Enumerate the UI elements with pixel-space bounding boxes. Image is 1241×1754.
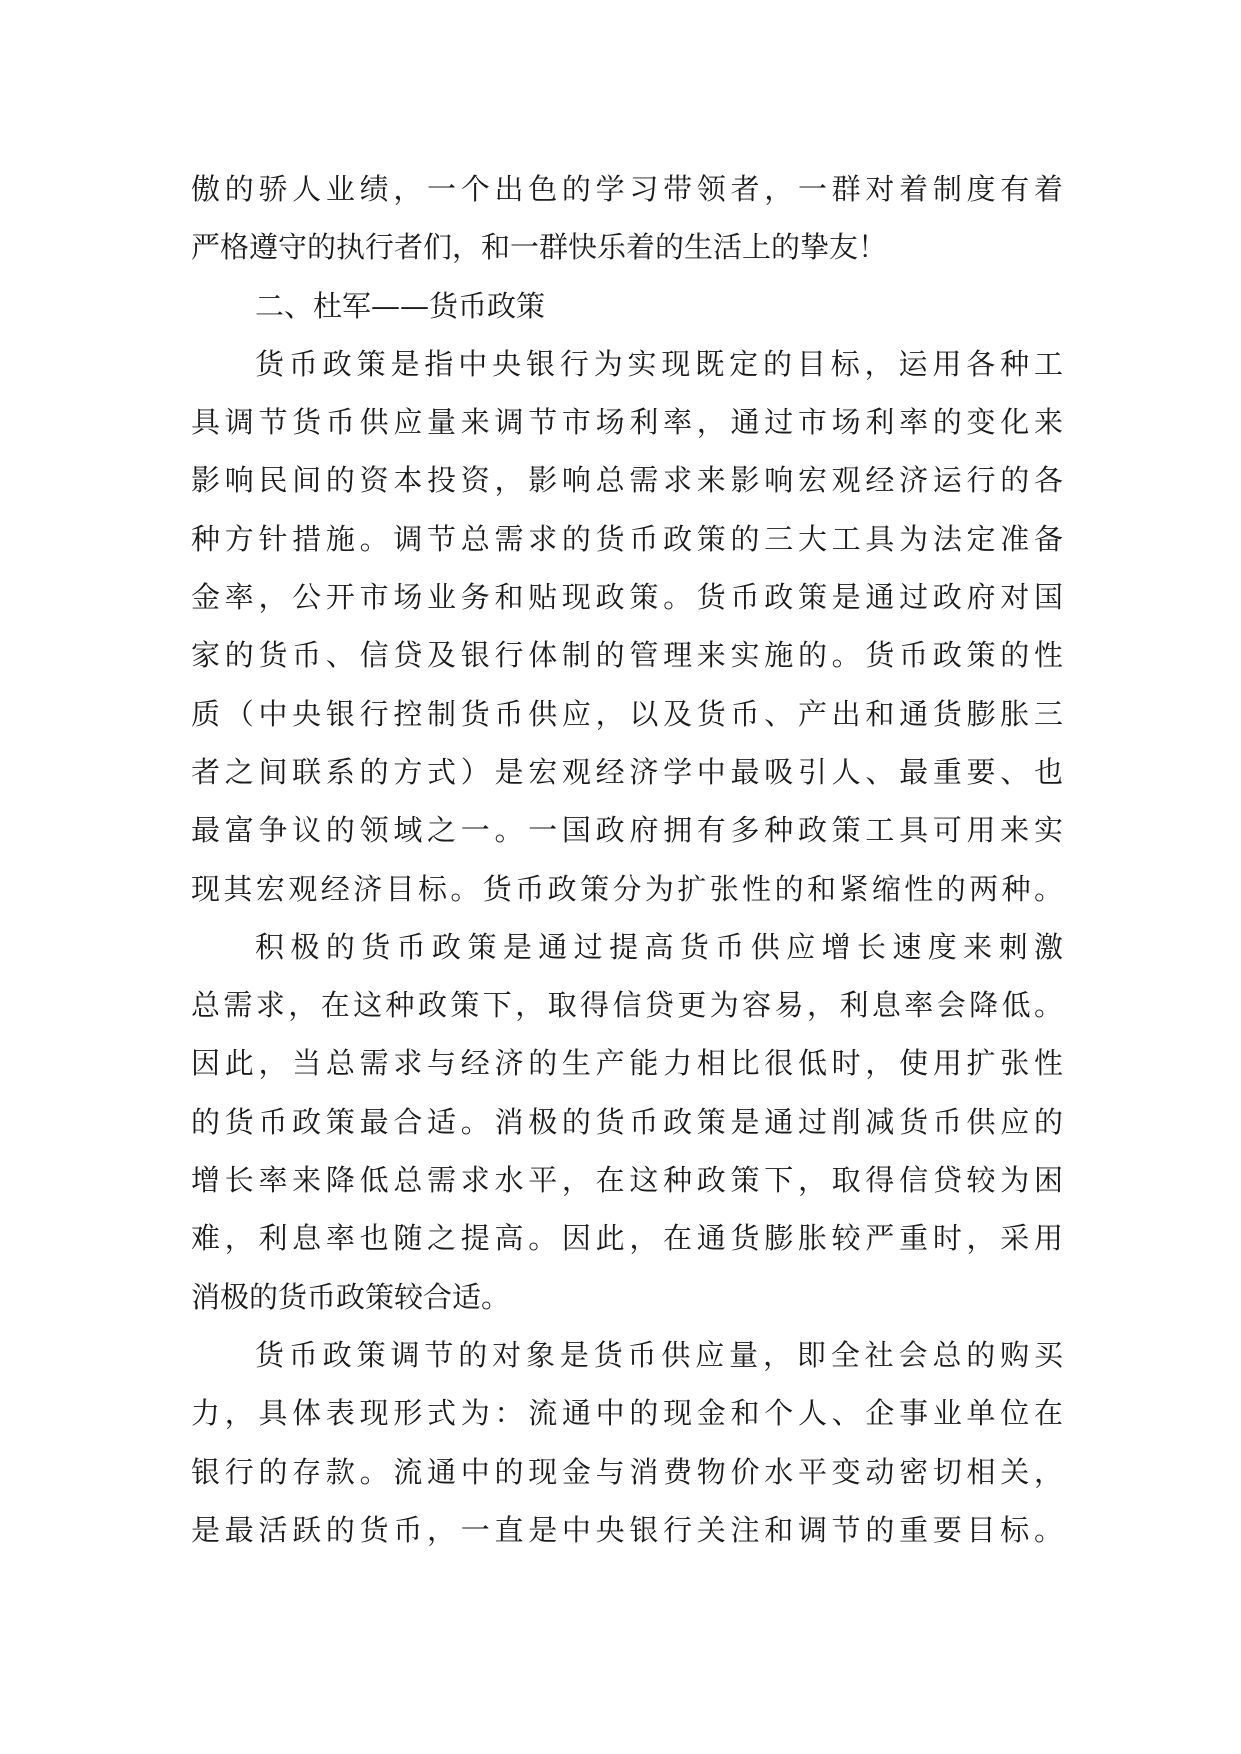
text-line: 货币政策调节的对象是货币供应量，即全社会总的购买 xyxy=(255,1337,1063,1372)
text-line: 现其宏观经济目标。货币政策分为扩张性的和紧缩性的两种。 xyxy=(191,871,1063,906)
text-line: 二、杜军——货币政策 xyxy=(255,288,546,323)
text-line: 货币政策是指中央银行为实现既定的目标，运用各种工 xyxy=(255,346,1063,381)
text-line: 种方针措施。调节总需求的货币政策的三大工具为法定准备 xyxy=(191,521,1063,556)
text-line: 影响民间的资本投资，影响总需求来影响宏观经济运行的各 xyxy=(191,463,1063,498)
text-line: 具调节货币供应量来调节市场利率，通过市场利率的变化来 xyxy=(191,405,1063,440)
document-body xyxy=(191,160,1063,1559)
text-line: 银行的存款。流通中的现金与消费物价水平变动密切相关， xyxy=(191,1454,1063,1489)
text-line: 的货币政策最合适。消极的货币政策是通过削减货币供应的 xyxy=(191,1104,1063,1139)
text-line: 积极的货币政策是通过提高货币供应增长速度来刺激 xyxy=(255,929,1063,964)
text-line: 总需求，在这种政策下，取得信贷更为容易，利息率会降低。 xyxy=(191,988,1063,1023)
text-line: 消极的货币政策较合适。 xyxy=(191,1279,511,1314)
text-line: 严格遵守的执行者们，和一群快乐着的生活上的挚友！ xyxy=(191,230,888,265)
text-line: 质（中央银行控制货币供应，以及货币、产出和通货膨胀三 xyxy=(191,696,1063,731)
text-line: 金率，公开市场业务和贴现政策。货币政策是通过政府对国 xyxy=(191,580,1063,615)
text-line: 是最活跃的货币，一直是中央银行关注和调节的重要目标。 xyxy=(191,1512,1063,1547)
text-line: 难，利息率也随之提高。因此，在通货膨胀较严重时，采用 xyxy=(191,1221,1063,1256)
text-line: 傲的骄人业绩，一个出色的学习带领者，一群对着制度有着 xyxy=(191,172,1063,206)
text-line: 者之间联系的方式）是宏观经济学中最吸引人、最重要、也 xyxy=(191,754,1063,789)
text-line: 最富争议的领域之一。一国政府拥有多种政策工具可用来实 xyxy=(191,813,1063,848)
text-line: 力，具体表现形式为：流通中的现金和个人、企事业单位在 xyxy=(191,1396,1063,1431)
text-line: 家的货币、信贷及银行体制的管理来实施的。货币政策的性 xyxy=(191,638,1063,673)
text-line: 增长率来降低总需求水平，在这种政策下，取得信贷较为困 xyxy=(191,1163,1063,1198)
text-line: 因此，当总需求与经济的生产能力相比很低时，使用扩张性 xyxy=(191,1046,1063,1081)
